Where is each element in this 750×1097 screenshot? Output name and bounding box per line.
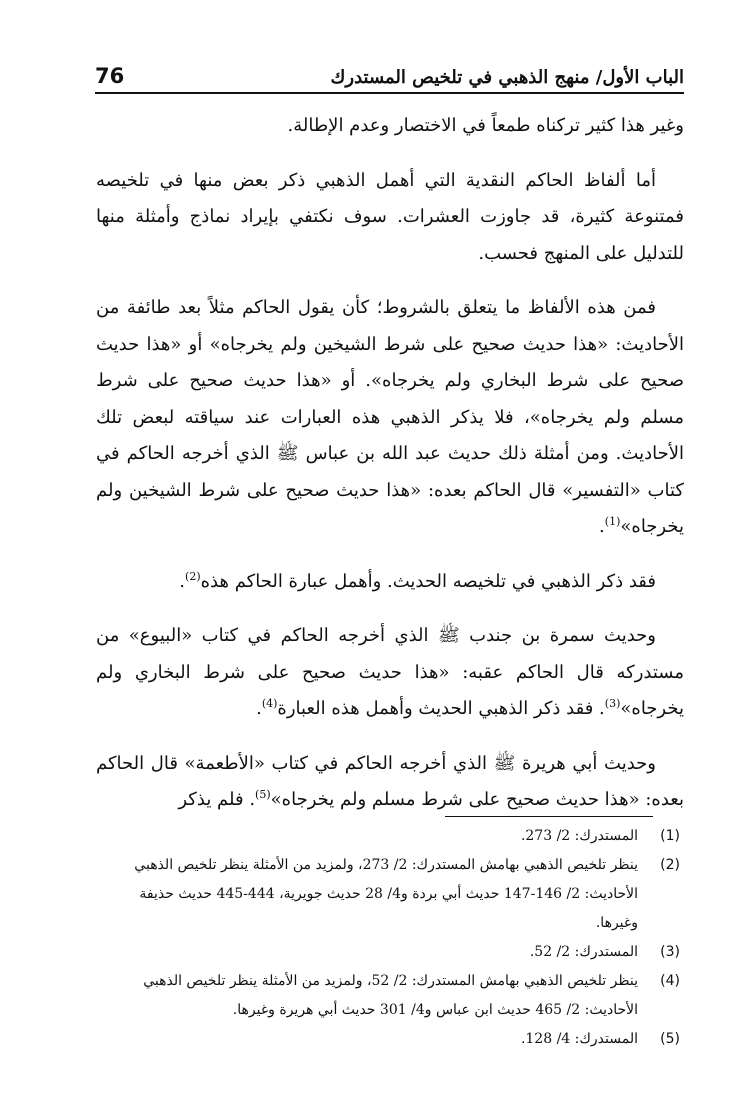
paragraph-5 bbox=[96, 618, 684, 728]
paragraph-4-end: . bbox=[179, 570, 186, 592]
paragraph-6 bbox=[96, 746, 684, 819]
paragraph-5-text: وحديث سمرة بن جندب ﷺ الذي أخرجه الحاكم في كتاب «البيوع» من مستدركه قال الحاكم عقبه: «هذا حديث صحيح على شرط البخاري ولم يخرجاه» bbox=[96, 625, 684, 719]
footnote-ref-3[interactable]: (3) bbox=[604, 697, 621, 710]
paragraph-3 bbox=[96, 290, 684, 546]
footnote-2 bbox=[96, 851, 680, 938]
footnote-5 bbox=[96, 1025, 680, 1054]
footnote-3 bbox=[96, 938, 680, 967]
page-number: 76 bbox=[95, 64, 125, 88]
paragraph-5-text-cont: . فقد ذكر الذهبي الحديث وأهمل هذه العبارة bbox=[277, 698, 605, 719]
footnote-1 bbox=[96, 822, 680, 851]
paragraph-4 bbox=[96, 564, 684, 601]
paragraph-1-text: وغير هذا كثير تركناه طمعاً في الاختصار وعدم الإطالة. bbox=[287, 115, 684, 136]
paragraph-6-text: وحديث أبي هريرة ﷺ الذي أخرجه الحاكم في كتاب «الأطعمة» قال الحاكم بعده: «هذا حديث صحيح على شرط مسلم ولم يخرجاه» bbox=[96, 752, 684, 810]
paragraph-4-text: فقد ذكر الذهبي في تلخيصه الحديث. وأهمل عبارة الحاكم هذه bbox=[200, 570, 656, 592]
paragraph-3-end: . bbox=[599, 516, 605, 537]
footnote-ref-2[interactable]: (2) bbox=[185, 569, 201, 583]
paragraph-1 bbox=[96, 108, 684, 145]
footnote-number: (2) bbox=[660, 857, 680, 873]
footnote-number: (4) bbox=[660, 973, 680, 989]
footnote-4 bbox=[96, 967, 680, 1025]
footnote-text: المستدرك: 2/ 273. bbox=[520, 828, 638, 844]
footnote-ref-1[interactable]: (1) bbox=[604, 515, 621, 528]
page-header bbox=[95, 58, 684, 94]
footnote-number: (3) bbox=[660, 944, 680, 960]
footnote-separator bbox=[445, 816, 653, 817]
footnote-text: المستدرك: 4/ 128. bbox=[520, 1031, 638, 1047]
paragraph-2-text: أما ألفاظ الحاكم النقدية التي أهمل الذهبي ذكر بعض منها في تلخيصه فمتنوعة كثيرة، قد جاوزت العشرات. سوف نكتفي بإيراد نماذج وأمثلة منها للتدليل على المنهج فحسب. bbox=[96, 169, 685, 264]
main-text bbox=[96, 108, 684, 837]
paragraph-5-end: . bbox=[256, 698, 262, 719]
paragraph-2 bbox=[96, 163, 684, 273]
running-title: الباب الأول/ منهج الذهبي في تلخيص المستدرك bbox=[330, 67, 684, 88]
paragraph-6-text-cont: . فلم يذكر bbox=[178, 789, 256, 810]
footnote-text: ينظر تلخيص الذهبي بهامش المستدرك: 2/ 273، ولمزيد من الأمثلة ينظر تلخيص الذهبي الأحاديث: 2/ 146-147 حديث أبي بردة و4/ 28 حديث جويرية، 444-445 حديث حذيفة وغيرها. bbox=[134, 857, 638, 931]
footnote-number: (5) bbox=[660, 1031, 680, 1047]
footnotes bbox=[96, 822, 680, 1054]
footnote-ref-4[interactable]: (4) bbox=[261, 697, 278, 710]
footnote-text: ينظر تلخيص الذهبي بهامش المستدرك: 2/ 52، ولمزيد من الأمثلة ينظر تلخيص الذهبي الأحاديث: 2/ 465 حديث ابن عباس و4/ 301 حديث أبي هريرة وغيرها. bbox=[143, 973, 638, 1018]
footnote-text: المستدرك: 2/ 52. bbox=[529, 944, 638, 960]
footnote-ref-5[interactable]: (5) bbox=[255, 788, 271, 801]
paragraph-3-text: فمن هذه الألفاظ ما يتعلق بالشروط؛ كأن يقول الحاكم مثلاً بعد طائفة من الأحاديث: «هذا حديث صحيح على شرط الشيخين ولم يخرجاه» أو «هذا حديث صحيح على شرط البخاري ولم يخرجاه». أو «هذا حديث صحيح على شرط مسلم ولم يخرجاه»، فلا يذكر الذهبي هذه العبارات عند سياقته لبعض تلك الأحاديث. ومن أمثلة ذلك حديث عبد الله بن عباس ﷺ الذي أخرجه الحاكم في كتاب «التفسير» قال الحاكم بعده: «هذا حديث صحيح على شرط الشيخين ولم يخرجاه» bbox=[96, 297, 684, 537]
footnote-number: (1) bbox=[660, 828, 680, 844]
